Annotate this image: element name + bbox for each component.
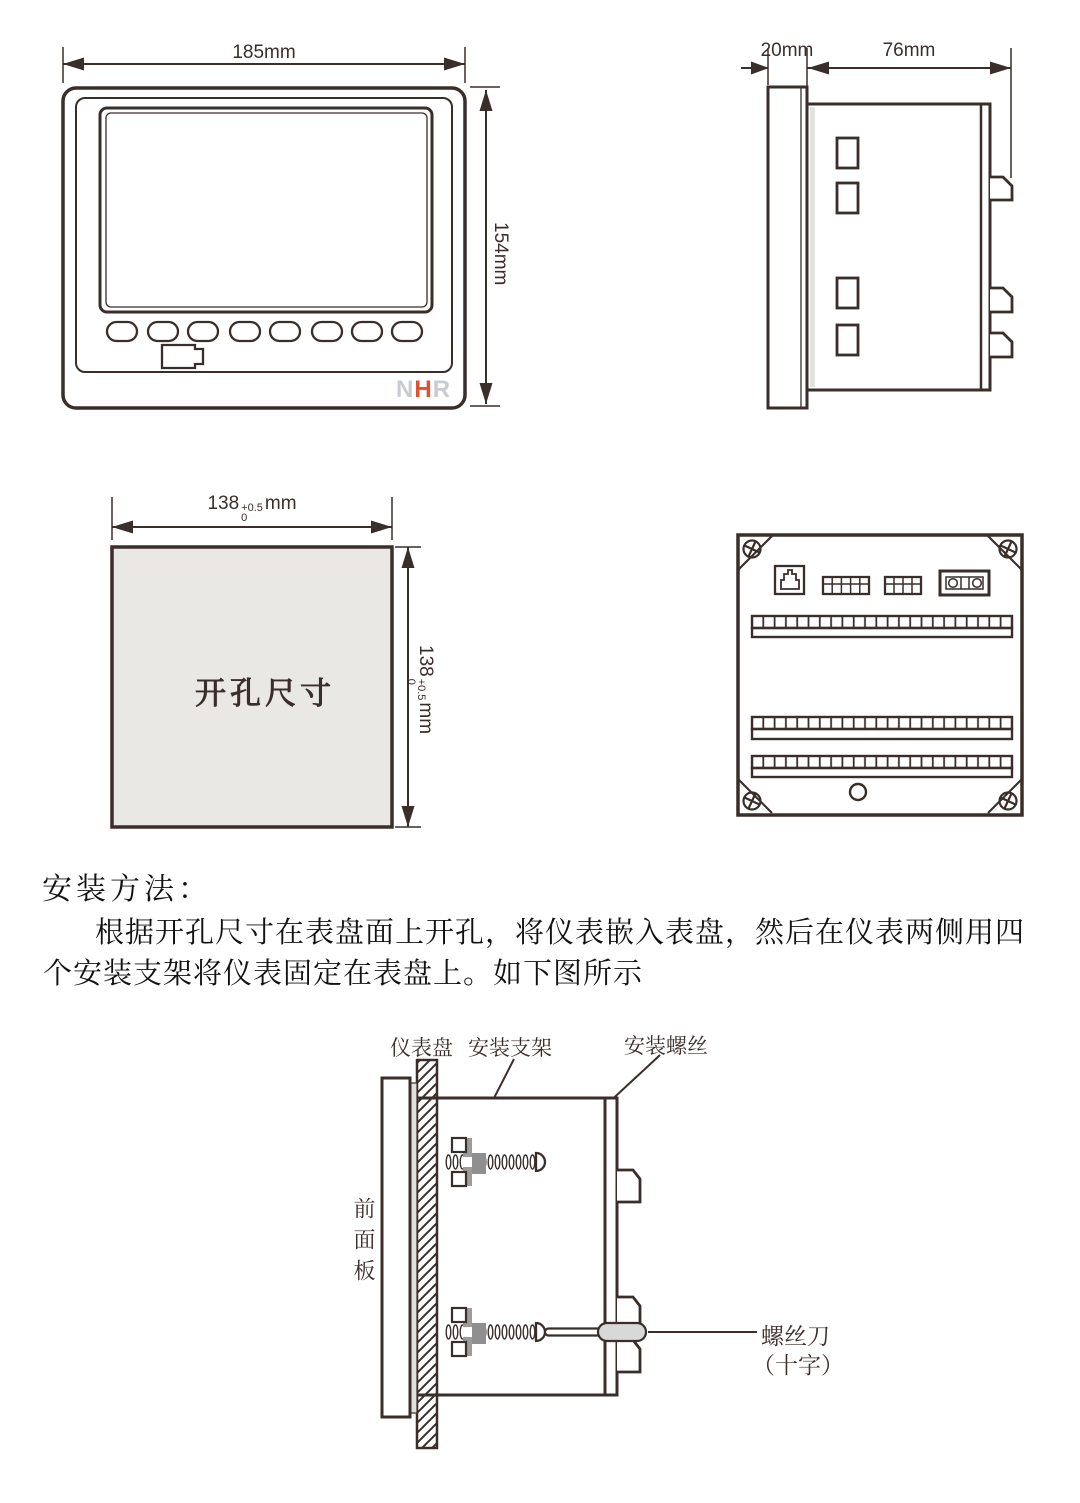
side-bezel-dim-label: 20mm <box>760 40 814 61</box>
bracket-tab <box>452 1138 466 1152</box>
screwdriver-shaft <box>545 1329 603 1336</box>
cutout-height-tol-upper: +0.5 <box>415 678 427 701</box>
mounting-clip <box>990 333 1012 357</box>
arrowhead-left <box>112 521 133 534</box>
cutout-height-tol-lower: 0 <box>405 678 417 685</box>
label-mounting-screw: 安装螺丝 <box>624 1034 708 1058</box>
back-view <box>738 535 1022 815</box>
mounting-clip <box>617 1340 640 1372</box>
front-width-dim-label: 185mm <box>232 42 296 63</box>
arrowhead-up <box>402 547 415 568</box>
vent-slot <box>837 325 858 355</box>
arrowhead-down <box>480 383 493 404</box>
instructions-line2: 个安装支架将仪表固定在表盘上。如下图所示 <box>43 958 644 990</box>
label-mounting-bracket: 安装支架 <box>468 1036 552 1060</box>
cutout-width-tol-upper: +0.5 <box>241 502 263 514</box>
case-side-outline <box>413 1098 617 1395</box>
cutout-width-unit: mm <box>264 493 297 514</box>
vent-slot <box>837 278 858 308</box>
side-view-dimensions <box>741 48 1011 178</box>
arrowhead-up <box>480 90 493 111</box>
bracket-tab <box>452 1172 466 1186</box>
usb-port-icon <box>162 345 203 368</box>
arrowhead-right <box>371 521 392 534</box>
front-height-dim-label: 154mm <box>490 222 511 286</box>
panel-button <box>188 322 218 341</box>
vent-slot <box>837 138 858 168</box>
arrowhead-right <box>990 62 1011 75</box>
screw-head <box>536 1323 545 1341</box>
mounting-clip <box>617 1170 640 1202</box>
side-view-outline <box>768 87 1012 408</box>
cutout-label: 开孔尺寸 <box>195 676 335 711</box>
mounting-clip <box>990 177 1012 200</box>
panel-button <box>352 322 382 341</box>
label-instrument-panel: 仪表盘 <box>390 1036 453 1060</box>
panel-button <box>148 322 178 341</box>
panel-button <box>230 322 260 341</box>
vent-slot <box>837 183 858 213</box>
side-depth-dim-label: 76mm <box>882 40 936 61</box>
front-view-outline <box>63 88 465 408</box>
panel-button <box>392 322 422 341</box>
label-front-panel: 前面板 <box>351 1197 376 1290</box>
bracket-tab <box>452 1308 466 1322</box>
panel-button <box>107 322 137 341</box>
front-view-buttons <box>107 322 422 368</box>
label-screwdriver: 螺丝刀 <box>761 1324 830 1349</box>
arrowhead-down <box>402 806 415 827</box>
screen-outline <box>100 108 432 312</box>
logo-letter-n: N <box>396 376 415 403</box>
screen-inner-outline <box>106 113 427 307</box>
arrowhead-left <box>808 62 829 75</box>
cutout-height-value: 138 <box>415 645 436 677</box>
screw-thread <box>445 1324 535 1340</box>
cutout-width-dim-label <box>112 493 392 524</box>
cutout-width-value: 138 <box>207 493 240 514</box>
install-diagram <box>382 1055 757 1448</box>
cutout-height-unit: mm <box>415 702 436 735</box>
cutout-view <box>112 497 421 827</box>
logo-letter-h: H <box>414 376 433 403</box>
bracket-tab <box>452 1342 466 1356</box>
panel-button <box>270 322 300 341</box>
screwdriver-handle <box>598 1323 646 1341</box>
case-outline <box>807 104 990 390</box>
mounting-clip <box>990 288 1012 312</box>
label-screwdriver-type: （十字） <box>752 1353 844 1378</box>
cutout-width-tol-lower: 0 <box>241 512 248 524</box>
panel-button <box>312 322 342 341</box>
brand-logo <box>396 376 451 404</box>
screw-head <box>536 1153 545 1171</box>
screw-thread <box>445 1154 535 1170</box>
panel-wall-hatched <box>417 1060 437 1448</box>
logo-letter-r: R <box>432 376 452 403</box>
cutout-height-dim-label <box>405 645 436 735</box>
instructions-line1: 根据开孔尺寸在表盘面上开孔，将仪表嵌入表盘，然后在仪表两侧用四 <box>95 917 1026 949</box>
arrowhead-right <box>751 62 769 75</box>
instructions-heading: 安装方法： <box>42 873 212 906</box>
front-bezel-side <box>382 1078 410 1417</box>
